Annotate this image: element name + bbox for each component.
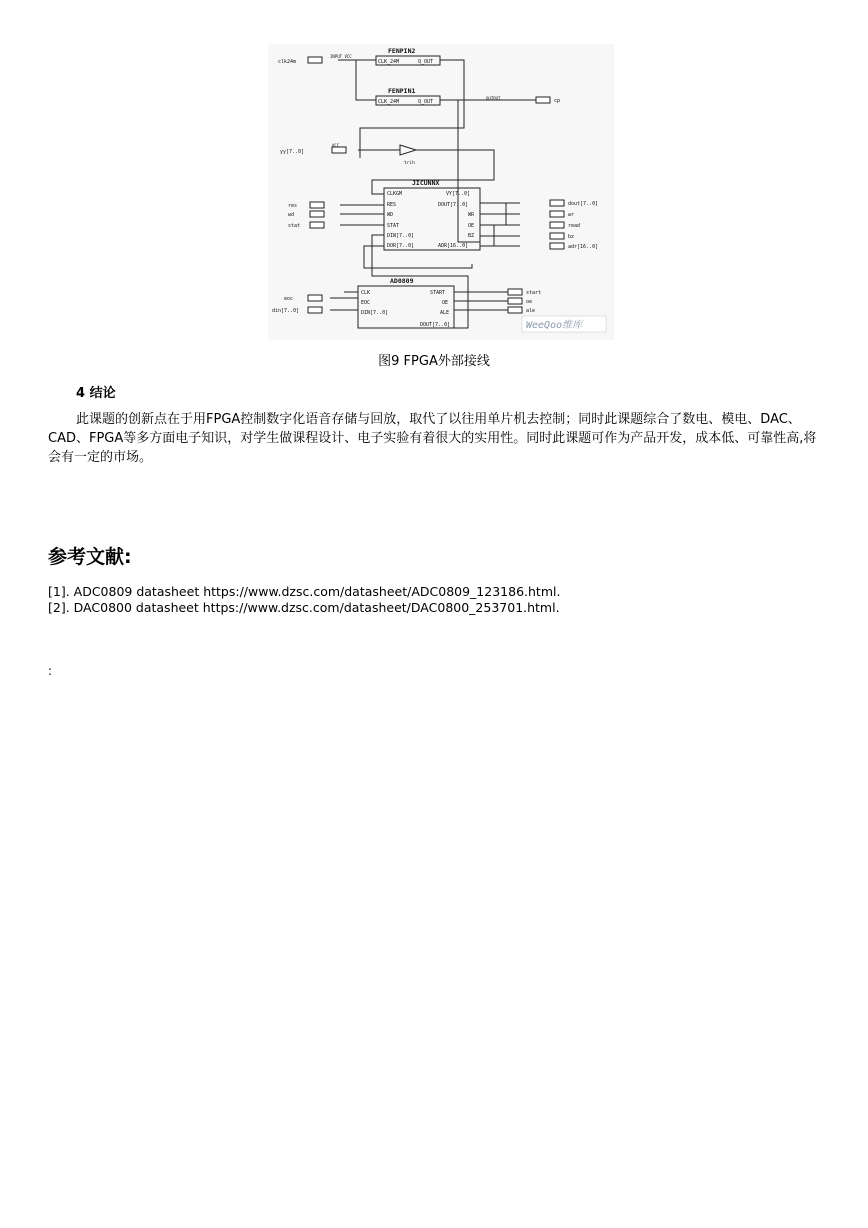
watermark [522,316,606,332]
section-heading: 4 结论 [76,386,116,401]
fenpin1-title: FENPIN1 [388,87,416,95]
svg-text:START: START [430,290,446,296]
svg-text:INPUT VCC: INPUT VCC [330,54,352,59]
references-title: 参考文献: [48,546,132,568]
input-eoc: eoc [284,296,294,302]
output-dout: dout[7..0] [568,201,599,207]
svg-text:Q_OUT: Q_OUT [418,59,434,65]
references-list [48,584,560,616]
input-wd: wd [288,212,295,218]
svg-text:RES: RES [387,202,397,208]
svg-text:BZ: BZ [468,233,475,239]
svg-text:Q_OUT: Q_OUT [418,99,434,105]
conclusion-paragraph: 此课题的创新点在于用FPGA控制数字化语音存储与回放，取代了以往用单片机去控制；同时此课题综合了数电、模电、DAC、CAD、FPGA等多方面电子知识，对学生做课程设计、电子实验有着很大的实用性。同时此课题可作为产品开发，成本低、可靠性高,将会有一定的市场。 [48,412,817,465]
svg-text:VCC: VCC [332,143,340,148]
svg-text:CLK_24M: CLK_24M [378,99,400,105]
svg-text:CLK_24M: CLK_24M [378,59,400,65]
output-ale: ale [526,308,536,314]
svg-text:WD: WD [387,212,394,218]
svg-text:trih: trih [404,161,415,166]
svg-text:VY[7..0]: VY[7..0] [446,191,471,197]
output-adr: adr[16..0] [568,244,599,250]
svg-text:CLKGM: CLKGM [387,191,403,197]
svg-text:OUTPUT: OUTPUT [486,96,501,101]
input-din: din[7..0] [272,308,300,314]
jicunnx-title: JICUNNX [412,179,440,187]
input-yy: yy[7..0] [280,149,305,155]
footer-mark: : [48,664,53,678]
svg-text:DIN[7..0]: DIN[7..0] [361,310,389,316]
svg-text:ADR[16..0]: ADR[16..0] [438,243,469,249]
input-stat: stat [288,223,301,229]
svg-text:ALE: ALE [440,310,450,316]
output-bz: bz [568,234,575,240]
svg-text:STAT: STAT [387,223,400,229]
ad0809-title: AD0809 [390,277,414,285]
svg-text:OE: OE [442,300,449,306]
fenpin2-title: FENPIN2 [388,47,416,55]
svg-text:CLK: CLK [361,290,371,296]
reference-item: [2]. DAC0800 datasheet https://www.dzsc.com/datasheet/DAC0800_253701.html. [48,600,560,615]
svg-text:EOC: EOC [361,300,371,306]
reference-item: [1]. ADC0809 datasheet https://www.dzsc.com/datasheet/ADC0809_123186.html. [48,584,561,599]
output-wr: wr [568,212,575,218]
svg-text:DOUT[7..0]: DOUT[7..0] [438,202,469,208]
output-cp: cp [554,98,561,104]
svg-text:WR: WR [468,212,475,218]
svg-text:DIN[7..0]: DIN[7..0] [387,233,415,239]
output-start: start [526,290,542,296]
fpga-wiring-diagram [268,44,614,340]
svg-text:WeeQoo维库: WeeQoo维库 [526,320,583,331]
input-clk24m: clk24m [278,59,297,65]
input-res: res [288,203,298,209]
svg-text:DOUT[7..0]: DOUT[7..0] [420,322,451,328]
output-read: read [568,223,581,229]
figure-caption: 图9 FPGA外部接线 [378,354,490,369]
svg-text:DOR[7..0]: DOR[7..0] [387,243,415,249]
schematic-figure [268,44,614,340]
output-oe: oe [526,299,533,305]
svg-text:OE: OE [468,223,475,229]
